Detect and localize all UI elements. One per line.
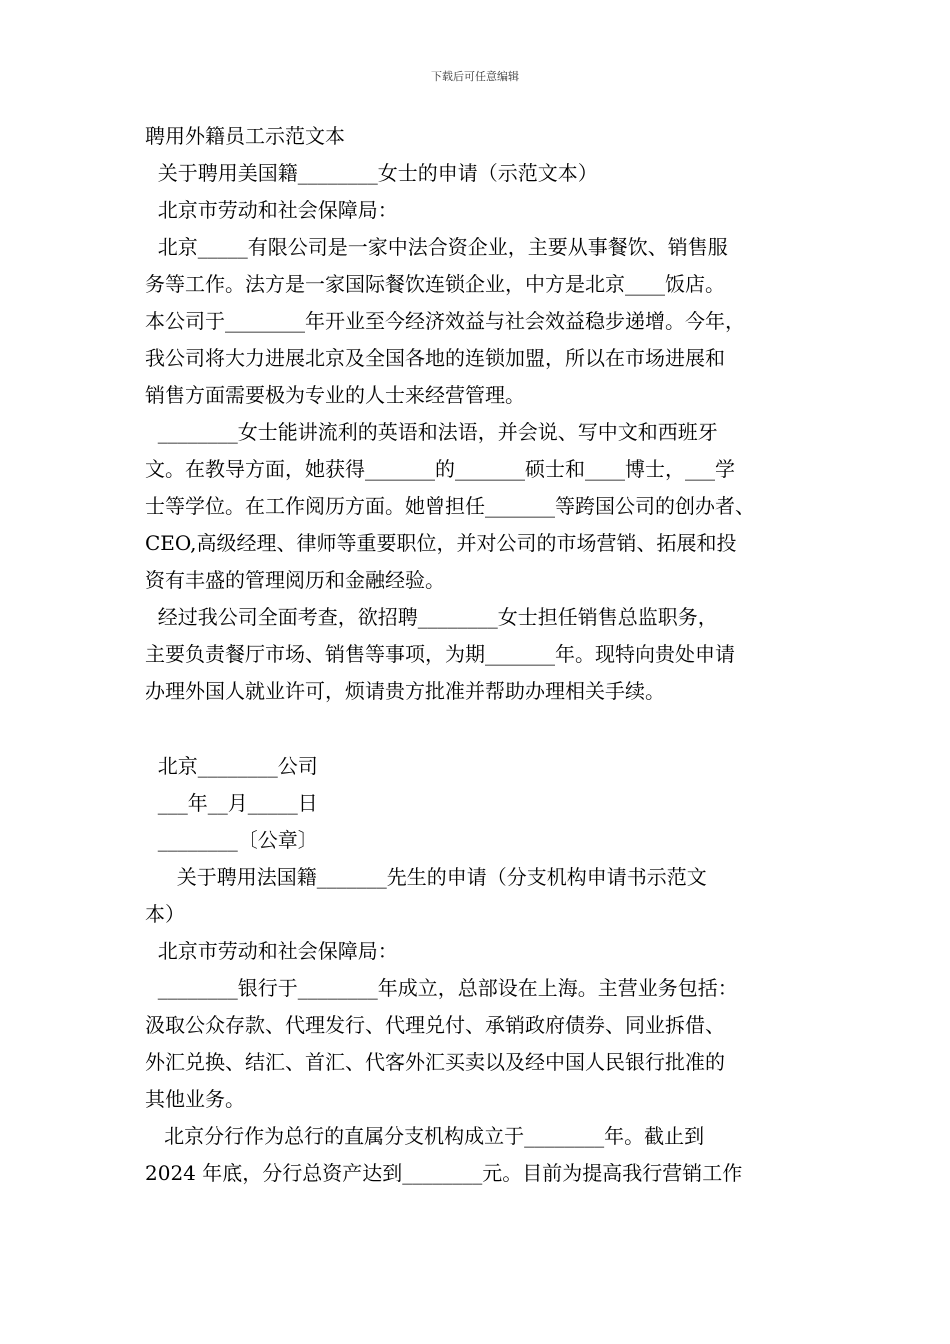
signature-date: ___年__月_____日 (145, 791, 318, 815)
paragraph-line: 2024 年底，分行总资产达到________元。目前为提高我行营销工作 (145, 1161, 743, 1185)
paragraph-line: 资有丰盛的管理阅历和金融经验。 (145, 568, 445, 592)
paragraph-line: 士等学位。在工作阅历方面。她曾担任_______等跨国公司的创办者、 (145, 494, 755, 518)
paragraph-line: ________女士能讲流利的英语和法语，并会说、写中文和西班牙 (145, 420, 718, 444)
paragraph-line: 汲取公众存款、代理发行、代理兑付、承销政府债券、同业拆借、 (145, 1013, 725, 1037)
paragraph-line: 经过我公司全面考查，欲招聘________女士担任销售总监职务， (145, 605, 718, 629)
salutation-2: 北京市劳动和社会保障局： (145, 939, 398, 963)
paragraph-line: 务等工作。法方是一家国际餐饮连锁企业，中方是北京____饭店。 (145, 272, 725, 296)
document-body (145, 118, 820, 1192)
paragraph-line: CEO,高级经理、律师等重要职位，并对公司的市场营销、拓展和投 (145, 531, 737, 555)
paragraph-line: 销售方面需要极为专业的人士来经营管理。 (145, 383, 525, 407)
application-title-2-cont: 本） (145, 902, 185, 926)
signature-seal: ________〔公章〕 (145, 828, 318, 852)
spacer (145, 710, 820, 748)
paragraph-line: 主要负责餐厅市场、销售等事项，为期_______年。现特向贵处申请 (145, 642, 735, 666)
paragraph-line: 文。在教导方面，她获得_______的_______硕士和____博士，___学 (145, 457, 735, 481)
application-title-1: 关于聘用美国籍________女士的申请（示范文本） (145, 161, 598, 185)
document-title: 聘用外籍员工示范文本 (145, 124, 345, 148)
salutation-1: 北京市劳动和社会保障局： (145, 198, 398, 222)
paragraph-line: 其他业务。 (145, 1087, 245, 1111)
paragraph-line: 北京_____有限公司是一家中法合资企业，主要从事餐饮、销售服 (145, 235, 728, 259)
application-title-2: 关于聘用法国籍_______先生的申请（分支机构申请书示范文 (145, 865, 707, 889)
paragraph-line: 外汇兑换、结汇、首汇、代客外汇买卖以及经中国人民银行批准的 (145, 1050, 725, 1074)
paragraph-line: 北京分行作为总行的直属分支机构成立于________年。截止到 (145, 1124, 705, 1148)
paragraph-line: 我公司将大力进展北京及全国各地的连锁加盟，所以在市场进展和 (145, 346, 725, 370)
signature-company: 北京________公司 (145, 754, 318, 778)
paragraph-line: ________银行于________年成立，总部设在上海。主营业务包括： (145, 976, 738, 1000)
paragraph-line: 办理外国人就业许可，烦请贵方批准并帮助办理相关手续。 (145, 679, 665, 703)
paragraph-line: 本公司于________年开业至今经济效益与社会效益稳步递增。今年， (145, 309, 745, 333)
header-note: 下载后可任意编辑 (431, 70, 519, 83)
